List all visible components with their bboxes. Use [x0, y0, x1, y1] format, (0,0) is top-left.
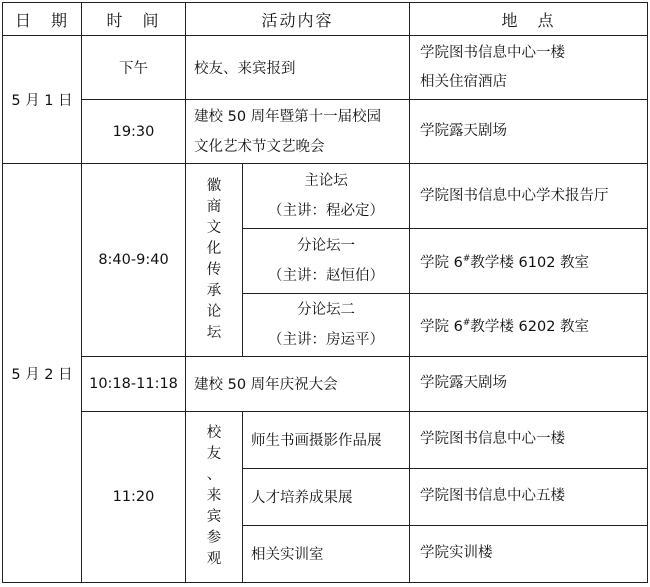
visit-label-char: 宾	[206, 509, 222, 526]
day2-forum-time: 8:40-9:40	[82, 164, 186, 356]
session-title: 分论坛一	[297, 238, 355, 255]
visit-item-place: 学院图书信息中心五楼	[410, 468, 648, 525]
day1-row1-activity: 校友、来宾报到	[186, 36, 410, 100]
forum-label-char: 传	[206, 261, 222, 278]
visit-item-activity: 相关实训室	[243, 525, 410, 582]
forum-session-main	[243, 164, 410, 229]
forum-label-char: 坛	[206, 324, 222, 341]
forum-label-char: 徽	[206, 177, 222, 194]
forum-session-sub2	[243, 294, 410, 356]
forum-session-sub1-place	[410, 229, 648, 294]
ceremony-place: 学院露天剧场	[410, 356, 648, 411]
forum-session-main-place: 学院图书信息中心学术报告厅	[410, 164, 648, 229]
ceremony-activity: 建校 50 周年庆祝大会	[186, 356, 410, 411]
day1-row1-place-line2: 相关住宿酒店	[420, 73, 508, 90]
place-sup: #	[462, 253, 471, 264]
place-prefix: 学院 6	[420, 254, 463, 271]
visit-group-label	[186, 411, 243, 582]
forum-label-char: 商	[206, 198, 222, 215]
session-speaker: （主讲：赵恒伯）	[268, 268, 384, 285]
visit-time: 11:20	[82, 411, 186, 582]
table-row	[3, 36, 648, 100]
header-activity: 活动内容	[186, 3, 410, 36]
visit-item-activity: 师生书画摄影作品展	[243, 411, 410, 468]
visit-label-char: 校	[206, 425, 222, 442]
day1-row2-activity-line2: 文化艺术节文艺晚会	[194, 138, 325, 155]
table-row	[3, 164, 648, 229]
visit-label-char: 来	[206, 488, 222, 505]
visit-label-char: 观	[206, 551, 222, 568]
header-place: 地 点	[410, 3, 648, 36]
session-speaker: （主讲：程必定）	[268, 203, 384, 220]
place-rest: 教学楼 6202 教室	[470, 318, 590, 335]
day1-row2-place: 学院露天剧场	[410, 100, 648, 164]
ceremony-time: 10:18-11:18	[82, 356, 186, 411]
place-prefix: 学院 6	[420, 318, 463, 335]
forum-group-label	[186, 164, 243, 356]
place-rest: 教学楼 6102 教室	[470, 254, 590, 271]
forum-label-char: 化	[206, 240, 222, 257]
session-title: 主论坛	[304, 173, 348, 190]
visit-item-place: 学院图书信息中心一楼	[410, 411, 648, 468]
place-sup: #	[462, 317, 471, 328]
forum-session-sub1	[243, 229, 410, 294]
day1-row1-place-line1: 学院图书信息中心一楼	[420, 44, 566, 61]
header-time: 时 间	[82, 3, 186, 36]
day1-row1-time: 下午	[82, 36, 186, 100]
visit-item-place: 学院实训楼	[410, 525, 648, 582]
forum-label-char: 文	[206, 219, 222, 236]
day1-row2-time: 19:30	[82, 100, 186, 164]
session-speaker: （主讲：房运平）	[268, 332, 384, 349]
visit-label-char: 、	[206, 467, 222, 484]
header-row	[3, 3, 648, 36]
day1-row2-activity	[186, 100, 410, 164]
table-row	[3, 356, 648, 411]
day1-row2-activity-line1: 建校 50 周年暨第十一届校园	[194, 108, 382, 125]
visit-label-char: 友	[206, 446, 222, 463]
forum-label-char: 论	[206, 303, 222, 320]
table-row	[3, 411, 648, 468]
table-row	[3, 100, 648, 164]
day1-row1-place	[410, 36, 648, 100]
forum-label-char: 承	[206, 282, 222, 299]
visit-item-activity: 人才培养成果展	[243, 468, 410, 525]
header-date: 日 期	[3, 3, 82, 36]
day2-date: 5 月 2 日	[3, 164, 82, 583]
schedule-table	[2, 2, 648, 583]
session-title: 分论坛二	[297, 302, 355, 319]
forum-session-sub2-place	[410, 294, 648, 356]
visit-label-char: 参	[206, 530, 222, 547]
day1-date: 5 月 1 日	[3, 36, 82, 164]
